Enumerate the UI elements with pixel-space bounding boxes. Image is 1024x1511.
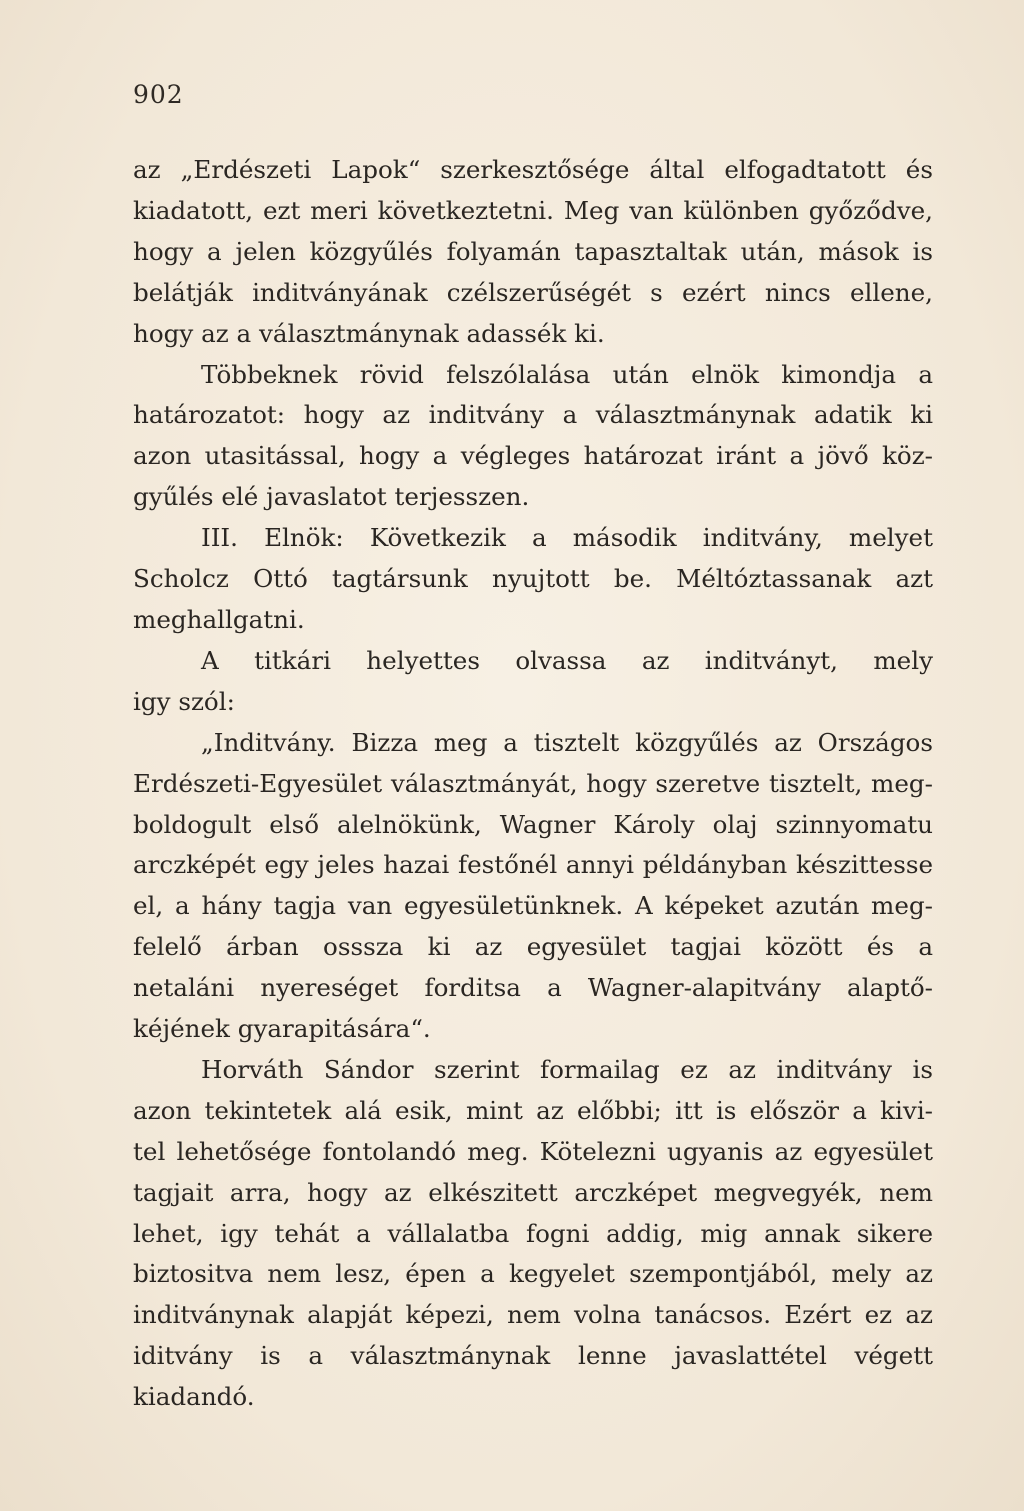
- text-line: el, a hány tagja van egyesületünknek. A képeket azután meg-: [133, 891, 933, 921]
- text-line: tel lehetősége fontolandó meg. Kötelezni ugyanis az egyesület: [133, 1136, 933, 1166]
- text-line: gyűlés elé javaslatot terjesszen.: [133, 482, 530, 512]
- text-line: hogy az a választmánynak adassék ki.: [133, 318, 605, 348]
- text-line: azon utasitással, hogy a végleges határozat iránt a jövő köz-: [133, 441, 933, 471]
- text-line: A titkári helyettes olvassa az inditványt, mely: [201, 645, 933, 675]
- text-line: Horváth Sándor szerint formailag ez az inditvány is: [201, 1054, 933, 1084]
- text-line: belátják inditványának czélszerűségét s ezért nincs ellene,: [133, 277, 933, 307]
- text-line: Erdészeti-Egyesület választmányát, hogy szeretve tisztelt, meg-: [133, 768, 933, 798]
- text-line: hogy a jelen közgyűlés folyamán tapasztaltak után, mások is: [133, 236, 933, 266]
- page-number: 902: [133, 80, 184, 109]
- text-line: kiadatott, ezt meri következtetni. Meg van különben győződve,: [133, 195, 933, 225]
- text-line: azon tekintetek alá esik, mint az előbbi; itt is először a kivi-: [133, 1095, 933, 1125]
- body-text: [133, 150, 933, 1418]
- text-line: inditványnak alapját képezi, nem volna tanácsos. Ezért ez az: [133, 1300, 933, 1330]
- text-line: az „Erdészeti Lapok“ szerkesztősége által elfogadtatott és: [133, 155, 933, 184]
- text-line: „Inditvány. Bizza meg a tisztelt közgyűlés az Országos: [201, 727, 933, 757]
- text-line: igy szól:: [133, 686, 235, 716]
- text-line: felelő árban osssza ki az egyesület tagjai között és a: [133, 932, 933, 962]
- text-line: kéjének gyarapitására“.: [133, 1014, 431, 1044]
- text-line: Scholcz Ottó tagtársunk nyujtott be. Méltóztassanak azt: [133, 564, 933, 594]
- text-line: lehet, igy tehát a vállalatba fogni addig, mig annak sikere: [133, 1218, 933, 1248]
- text-line: biztositva nem lesz, épen a kegyelet szempontjából, mely az: [133, 1259, 933, 1289]
- text-line: iditvány is a választmánynak lenne javaslattétel végett: [133, 1341, 933, 1371]
- text-line: netaláni nyereséget forditsa a Wagner-alapitvány alaptő-: [133, 973, 933, 1003]
- text-line: Többeknek rövid felszólalása után elnök kimondja a: [201, 359, 933, 389]
- text-line: kiadandó.: [133, 1382, 255, 1412]
- text-line: boldogult első alelnökünk, Wagner Károly olaj szinnyomatu: [133, 809, 933, 839]
- text-line: III. Elnök: Következik a második inditvány, melyet: [201, 523, 933, 553]
- text-line: határozatot: hogy az inditvány a választmánynak adatik ki: [133, 400, 933, 430]
- text-line: arczképét egy jeles hazai festőnél annyi példányban készittesse: [133, 850, 933, 880]
- text-line: tagjait arra, hogy az elkészitett arczképet megvegyék, nem: [133, 1177, 933, 1207]
- text-line: meghallgatni.: [133, 604, 305, 634]
